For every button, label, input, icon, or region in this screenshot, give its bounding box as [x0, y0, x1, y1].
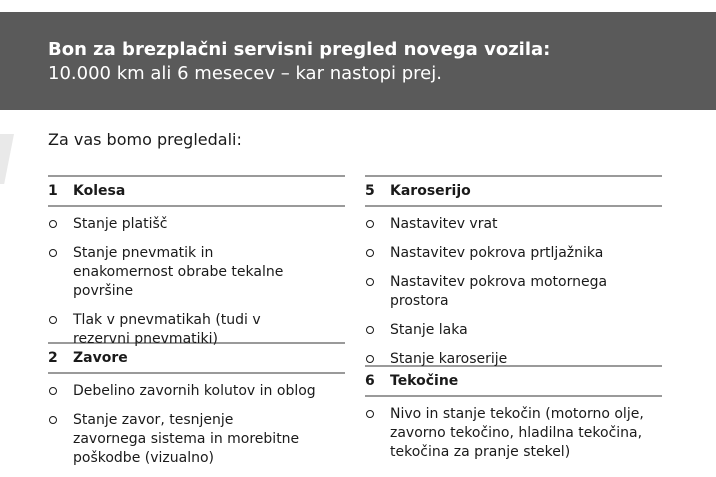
circle-bullet-icon	[366, 326, 374, 334]
section-number: 2	[48, 350, 58, 366]
circle-bullet-icon	[49, 249, 57, 257]
circle-bullet-icon	[366, 220, 374, 228]
top-margin	[0, 0, 716, 12]
checklist-item-text: Stanje laka	[390, 322, 468, 338]
checklist-item	[365, 215, 662, 234]
circle-bullet-icon	[366, 410, 374, 418]
voucher-subtitle: 10.000 km ali 6 mesecev – kar nastopi prej.	[48, 63, 442, 84]
section-kolesa	[48, 175, 345, 347]
checklist-item-text: Stanje karoserije	[390, 351, 508, 367]
checklist-item-text: Nastavitev pokrova motornega prostora	[390, 274, 608, 309]
checklist-item	[48, 411, 308, 468]
section-number: 5	[365, 183, 375, 199]
checklist-item-text: Nivo in stanje tekočin (motorno olje, zavorno tekočino, hladilna tekočina, tekočina za pranje stekel)	[390, 406, 644, 460]
checklist-item	[48, 311, 278, 349]
left-column	[48, 175, 345, 468]
section-karoserijo	[365, 175, 662, 365]
checklist	[48, 382, 345, 468]
checklist-item	[365, 273, 662, 311]
section-title: Kolesa	[73, 183, 126, 199]
checklist-item-text: Tlak v pnevmatikah (tudi v rezervni pnevmatiki)	[73, 312, 261, 347]
checklist-item	[48, 382, 345, 401]
checklist	[365, 215, 662, 369]
circle-bullet-icon	[49, 316, 57, 324]
section-number: 6	[365, 373, 375, 389]
circle-bullet-icon	[366, 355, 374, 363]
checklist	[48, 215, 345, 349]
checklist-item	[365, 244, 662, 263]
checklist-item-text: Stanje pnevmatik in enakomernost obrabe tekalne površine	[73, 245, 284, 299]
section-zavore	[48, 342, 345, 468]
checklist-item-text: Nastavitev pokrova prtljažnika	[390, 245, 604, 261]
checklist-item-text: Debelino zavornih kolutov in oblog	[73, 383, 316, 399]
section-title: Zavore	[73, 350, 128, 366]
circle-bullet-icon	[366, 249, 374, 257]
circle-bullet-icon	[49, 387, 57, 395]
circle-bullet-icon	[49, 220, 57, 228]
right-column	[365, 175, 662, 462]
section-title: Karoserijo	[390, 183, 471, 199]
checklist-item	[48, 244, 318, 301]
checklist-item	[365, 405, 650, 462]
section-tekocine	[365, 365, 662, 462]
checklist-item-text: Stanje platišč	[73, 216, 168, 232]
voucher-header	[0, 12, 716, 110]
intro-text: Za vas bomo pregledali:	[48, 130, 242, 149]
section-header	[365, 367, 662, 397]
circle-bullet-icon	[366, 278, 374, 286]
decorative-wedge	[0, 134, 14, 184]
section-title: Tekočine	[390, 373, 459, 389]
checklist-item	[48, 215, 345, 234]
checklist	[365, 405, 662, 462]
section-header	[48, 177, 345, 207]
checklist-item-text: Nastavitev vrat	[390, 216, 498, 232]
voucher-title: Bon za brezplačni servisni pregled novega vozila:	[48, 39, 551, 60]
circle-bullet-icon	[49, 416, 57, 424]
section-number: 1	[48, 183, 58, 199]
checklist-item	[365, 321, 662, 340]
section-header	[365, 177, 662, 207]
checklist-item-text: Stanje zavor, tesnjenje zavornega sistema in morebitne poškodbe (vizualno)	[73, 412, 300, 466]
